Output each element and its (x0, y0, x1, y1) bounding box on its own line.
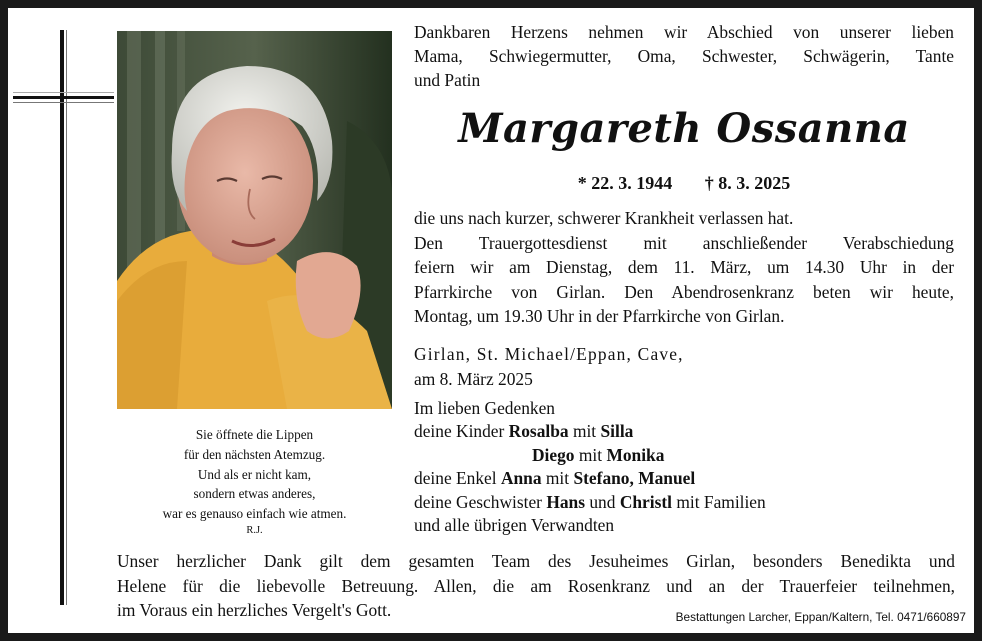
sibling-name: Christl (619, 491, 672, 512)
intro-line: und Patin (414, 70, 481, 90)
poem-line: Sie öffnete die Lippen (195, 427, 314, 442)
label: mit (545, 468, 570, 489)
poem-line: für den nächsten Atemzug. (183, 446, 326, 462)
label: mit (578, 444, 603, 465)
poem (117, 425, 392, 537)
mourners-children-2 (414, 444, 954, 467)
child-name: Rosalba (508, 421, 569, 442)
intro-text (414, 20, 954, 92)
life-dates (414, 173, 954, 194)
funeral-home-credit: Bestattungen Larcher, Eppan/Kaltern, Tel. 0471/660897 (675, 610, 966, 624)
birth-date: * 22. 3. 1944 (577, 173, 673, 193)
label: und (589, 491, 616, 512)
mourners-grandchildren (414, 467, 954, 490)
portrait-photo (117, 31, 392, 409)
poem-line: sondern etwas anderes, (193, 486, 316, 502)
thanks-line: Unser herzlicher Dank gilt dem gesamten Team des Jesuheimes Girlan, besonders Benedikta und (117, 551, 955, 571)
poem-line: war es genauso einfach wie atmen. (162, 506, 347, 522)
thanks-line: Helene für die liebevolle Betreuung. Allen, die am Rosenkranz und an der Trauerfeier teilnehmen, (117, 575, 955, 596)
thanks-line: im Voraus ein herzliches Vergelt's Gott. (117, 600, 392, 620)
body-line: Den Trauergottesdienst mit anschließender Verabschiedung (414, 232, 954, 253)
poem-line: Und als er nicht kam, (197, 466, 312, 482)
child-name: Diego (532, 444, 575, 465)
mourners-list (414, 397, 954, 537)
place-date (414, 342, 954, 391)
poem-signature: R.J. (246, 524, 263, 536)
label: mit (572, 421, 597, 442)
date-line: am 8. März 2025 (414, 368, 533, 389)
mourners-rest: und alle übrigen Verwandten (414, 515, 615, 536)
grandchild-name: Anna (500, 468, 542, 489)
label: mit Familien (676, 491, 766, 512)
intro-line: Mama, Schwiegermutter, Oma, Schwester, Schwägerin, Tante (414, 46, 954, 66)
place-line: Girlan, St. Michael/Eppan, Cave, (414, 344, 684, 364)
label: deine Geschwister (414, 491, 542, 512)
announcement-body (414, 206, 954, 329)
partner-name: Silla (600, 421, 634, 442)
body-line: feiern wir am Dienstag, dem 11. März, um 14.30 Uhr in der (414, 257, 954, 277)
mourners-intro: Im lieben Gedenken (414, 398, 556, 418)
label: deine Enkel (414, 468, 497, 489)
partner-name: Monika (606, 444, 665, 465)
body-line: Pfarrkirche von Girlan. Den Abendrosenkranz beten wir heute, (414, 281, 954, 302)
mourners-siblings (414, 491, 954, 514)
death-date: † 8. 3. 2025 (704, 173, 791, 193)
sibling-name: Hans (546, 491, 585, 512)
grandchild-name: Stefano, Manuel (573, 468, 696, 489)
body-line: die uns nach kurzer, schwerer Krankheit verlassen hat. (414, 208, 794, 228)
intro-line: Dankbaren Herzens nehmen wir Abschied von unserer lieben (414, 22, 954, 42)
deceased-name: Margareth Ossanna (458, 105, 910, 152)
label: deine Kinder (414, 421, 505, 442)
mourners-children (414, 420, 954, 443)
body-line: Montag, um 19.30 Uhr in der Pfarrkirche von Girlan. (414, 306, 785, 326)
